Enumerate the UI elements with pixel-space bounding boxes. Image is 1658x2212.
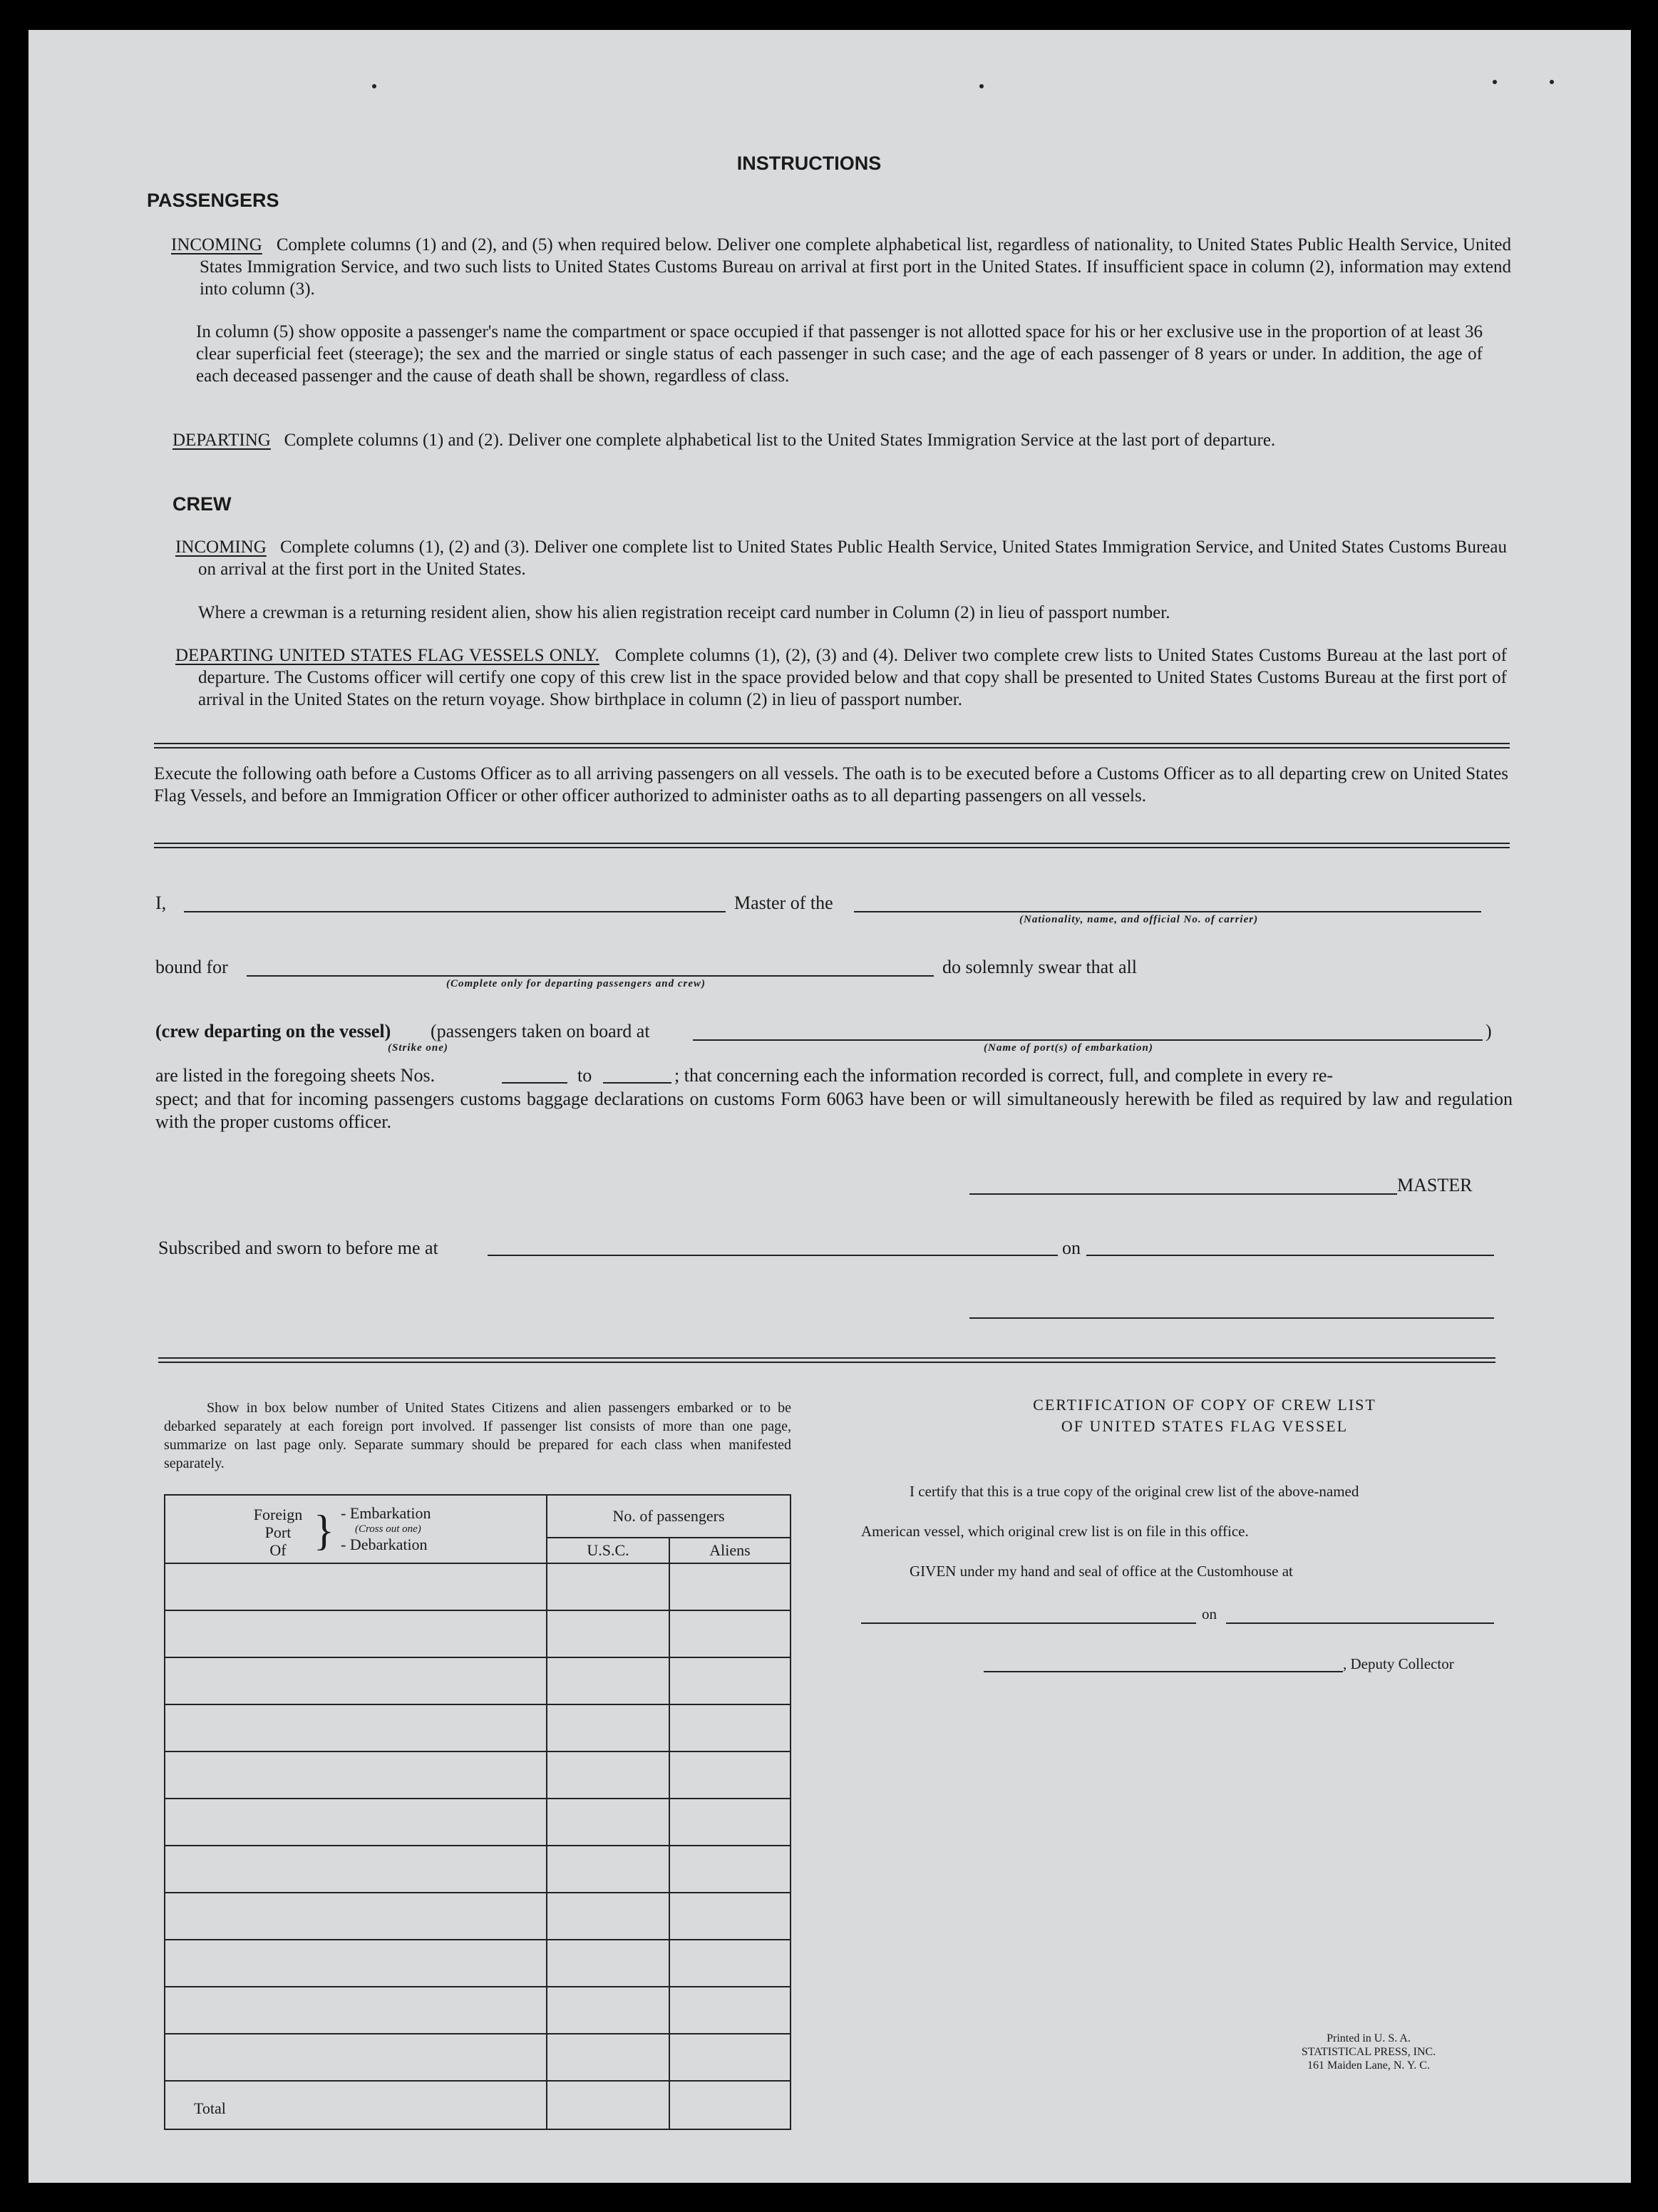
scan-speck bbox=[372, 84, 376, 88]
printer-imprint bbox=[1240, 2032, 1497, 2072]
foreign-label: Foreign bbox=[253, 1506, 303, 1523]
crew-departing-option[interactable]: (crew departing on the vessel) bbox=[155, 1021, 391, 1041]
certification-title-line2: OF UNITED STATES FLAG VESSEL bbox=[1061, 1417, 1349, 1435]
usc-header: U.S.C. bbox=[547, 1538, 669, 1563]
embarkation-option[interactable]: - Embarkation bbox=[341, 1504, 431, 1522]
printer-line2: STATISTICAL PRESS, INC. bbox=[1301, 2046, 1436, 2058]
listed-in-label: are listed in the foregoing sheets Nos. bbox=[155, 1065, 436, 1086]
carrier-field[interactable] bbox=[854, 911, 1481, 912]
port-header-cell bbox=[165, 1495, 547, 1563]
no-of-passengers-header: No. of passengers bbox=[547, 1495, 791, 1538]
passenger-summary-table bbox=[164, 1494, 791, 2130]
passengers-incoming-paragraph bbox=[171, 234, 1511, 300]
subscribed-label: Subscribed and sworn to before me at bbox=[158, 1238, 438, 1258]
scan-speck bbox=[1550, 80, 1554, 84]
table-row bbox=[165, 2034, 791, 2081]
i-label: I, bbox=[155, 892, 167, 913]
master-label: MASTER bbox=[1397, 1175, 1473, 1195]
brace-icon: } bbox=[314, 1507, 334, 1554]
officer-signature-field[interactable] bbox=[969, 1317, 1494, 1319]
table-row bbox=[165, 1893, 791, 1940]
column5-paragraph: In column (5) show opposite a passenger's name the compartment or space occupied if that passenger is not allotted space for his or her exclusive use in the proportion of at least 36 clear superficial feet (steerage); the sex and the married or single status of each passenger in such case; and the age of each passenger of 8 years or under. In addition, the age of each deceased passenger and the cause of death shall be shown, regardless of class. bbox=[196, 322, 1483, 386]
scan-speck bbox=[1493, 80, 1497, 84]
page-title: INSTRUCTIONS bbox=[736, 153, 882, 174]
table-row bbox=[165, 1987, 791, 2034]
passengers-incoming-label: INCOMING bbox=[171, 235, 262, 254]
table-row bbox=[165, 1751, 791, 1799]
cross-out-caption: (Cross out one) bbox=[355, 1523, 421, 1535]
table-row bbox=[165, 1846, 791, 1893]
passengers-taken-option[interactable]: (passengers taken on board at bbox=[431, 1021, 650, 1041]
table-row bbox=[165, 1799, 791, 1846]
bound-caption: (Complete only for departing passengers and crew) bbox=[446, 978, 706, 989]
nationality-caption: (Nationality, name, and official No. of carrier) bbox=[1019, 914, 1259, 925]
certification-title bbox=[898, 1394, 1511, 1437]
crew-departing-label: DEPARTING UNITED STATES FLAG VESSELS ONLY. bbox=[175, 646, 599, 665]
embarkation-port-field[interactable] bbox=[693, 1039, 1483, 1041]
summary-instruction: Show in box below number of United States Citizens and alien passengers embarked or to be debarked separately at each foreign port involved. If passenger list consists of more than one page, summarize on last page only. Separate summary should be prepared for each class when manifested separately. bbox=[164, 1400, 791, 1471]
table-row bbox=[165, 1610, 791, 1657]
oath-instruction: Execute the following oath before a Customs Officer as to all arriving passengers on all vessels. The oath is to be executed before a Customs Officer as to all departing crew on United States Flag Vessels, and before an Immigration Officer or other officer authorized to administer oaths as to all departing passengers on all vessels. bbox=[154, 764, 1508, 806]
subscribed-place-field[interactable] bbox=[488, 1255, 1058, 1256]
crew-heading: CREW bbox=[173, 493, 232, 515]
passengers-incoming-text: Complete columns (1) and (2), and (5) when required below. Deliver one complete alphabetical list, regardless of nationality, to United States Public Health Service, United States Immigration Service, and two such lists to United States Customs Bureau on arrival at first port in the United States. If insufficient space in column (2), information may extend into column (3). bbox=[200, 235, 1511, 299]
customhouse-field[interactable] bbox=[861, 1622, 1196, 1624]
close-paren: ) bbox=[1485, 1021, 1492, 1041]
master-name-field[interactable] bbox=[184, 911, 726, 912]
divider bbox=[158, 1357, 1495, 1363]
total-row bbox=[165, 2081, 791, 2129]
crew-departing-paragraph bbox=[175, 644, 1507, 711]
strike-one-caption: (Strike one) bbox=[388, 1042, 448, 1054]
master-of-the-label: Master of the bbox=[734, 892, 833, 913]
scan-speck bbox=[979, 84, 984, 88]
divider bbox=[154, 843, 1510, 848]
to-label: to bbox=[577, 1065, 592, 1086]
passengers-heading: PASSENGERS bbox=[147, 190, 279, 211]
oath-rest-text: spect; and that for incoming passengers customs baggage declarations on customs Form 6063 have been or will simultaneously herewith be filed as required by law and regulation with the proper customs officer. bbox=[155, 1089, 1513, 1132]
printer-line1: Printed in U. S. A. bbox=[1327, 2032, 1411, 2044]
bound-for-field[interactable] bbox=[247, 975, 934, 977]
sheet-to-field[interactable] bbox=[603, 1082, 671, 1084]
debarkation-option[interactable]: - Debarkation bbox=[341, 1535, 428, 1553]
table-row bbox=[165, 1940, 791, 1987]
subscribed-date-field[interactable] bbox=[1086, 1255, 1494, 1256]
deputy-collector-signature-field[interactable] bbox=[984, 1671, 1343, 1672]
crew-resident-paragraph: Where a crewman is a returning resident alien, show his alien registration receipt card number in Column (2) in lieu of passport number. bbox=[198, 603, 1170, 622]
concerning-text: ; that concerning each the information recorded is correct, full, and complete in every re- bbox=[674, 1065, 1334, 1086]
table-row bbox=[165, 1704, 791, 1751]
given-line: GIVEN under my hand and seal of office at the Customhouse at bbox=[910, 1563, 1293, 1580]
printer-line3: 161 Maiden Lane, N. Y. C. bbox=[1307, 2059, 1430, 2072]
bound-for-label: bound for bbox=[155, 957, 228, 977]
passengers-departing-paragraph bbox=[173, 429, 1505, 451]
certification-on-label: on bbox=[1202, 1605, 1217, 1622]
port-label: Port bbox=[264, 1523, 292, 1541]
certification-date-field[interactable] bbox=[1226, 1622, 1494, 1624]
port-caption: (Name of port(s) of embarkation) bbox=[984, 1042, 1153, 1054]
solemnly-label: do solemnly swear that all bbox=[942, 957, 1137, 977]
crew-incoming-label: INCOMING bbox=[175, 537, 267, 557]
table-row bbox=[165, 1657, 791, 1704]
crew-departing-text: Complete columns (1), (2), (3) and (4). Deliver two complete crew lists to United States Customs Bureau at the last port of departure. The Customs officer will certify one copy of this crew list in the space provided below and that copy shall be presented to United States Customs Bureau at the first port of arrival in the United States on the return voyage. Show birthplace in column (2) in lieu of passport number. bbox=[198, 646, 1507, 709]
total-label: Total bbox=[165, 2081, 547, 2129]
deputy-collector-label: , Deputy Collector bbox=[1343, 1655, 1454, 1672]
master-signature-field[interactable] bbox=[969, 1193, 1397, 1195]
certification-title-line1: CERTIFICATION OF COPY OF CREW LIST bbox=[1033, 1396, 1376, 1414]
crew-incoming-paragraph bbox=[175, 536, 1507, 580]
passengers-departing-label: DEPARTING bbox=[173, 431, 271, 450]
crew-incoming-text: Complete columns (1), (2) and (3). Deliver one complete list to United States Public Health Service, United States Immigration Service, and United States Customs Bureau on arrival at the first port in the United States. bbox=[198, 537, 1507, 579]
passengers-departing-text: Complete columns (1) and (2). Deliver one complete alphabetical list to the United States Immigration Service at the last port of departure. bbox=[284, 431, 1276, 450]
subscribed-on-label: on bbox=[1062, 1238, 1081, 1258]
of-label: Of bbox=[269, 1541, 287, 1559]
aliens-header: Aliens bbox=[669, 1538, 791, 1563]
certify-line1: I certify that this is a true copy of the original crew list of the above-named bbox=[910, 1483, 1359, 1500]
table-row bbox=[165, 1563, 791, 1610]
form-sheet bbox=[29, 30, 1631, 2183]
sheet-from-field[interactable] bbox=[502, 1082, 567, 1084]
divider bbox=[154, 743, 1510, 749]
certify-line2: American vessel, which original crew list is on file in this office. bbox=[861, 1523, 1249, 1540]
